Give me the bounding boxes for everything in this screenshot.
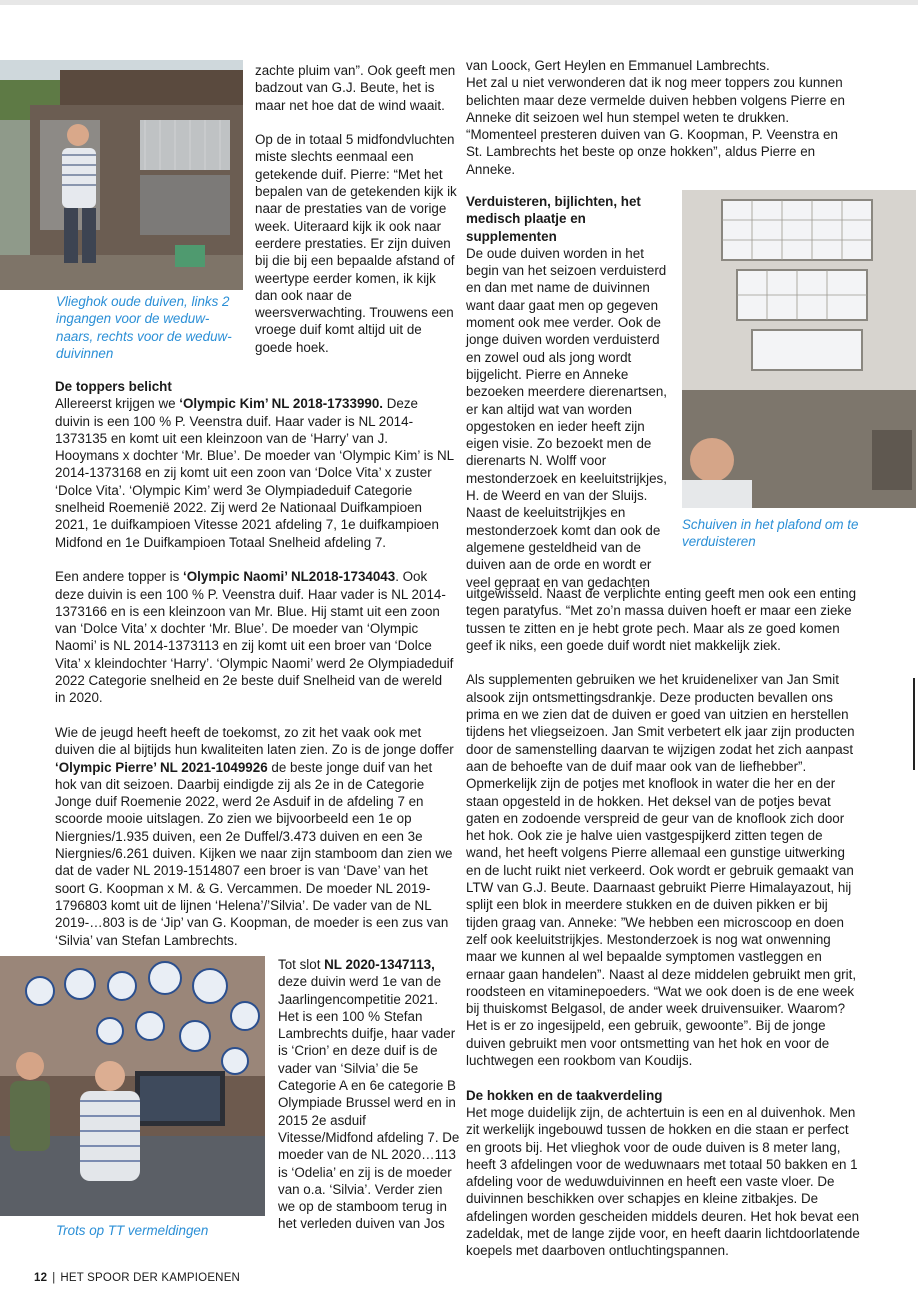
loft-photo bbox=[0, 60, 243, 290]
closing-topper-column bbox=[278, 956, 460, 1233]
darkening-section bbox=[466, 193, 671, 591]
trophies-photo bbox=[0, 956, 265, 1216]
pigeon-name-pierre: ‘Olympic Pierre’ NL 2021-1049926 bbox=[55, 759, 268, 775]
toppers-paragraph-2: Een andere topper is ‘Olympic Naomi’ NL2018-1734043. Ook deze duivin is een 100 % P. Veenstra duif. Haar vader is NL 2014-1373166 en is een kleinzoon van Mr. Blue. Hij stamt uit een zoon van ‘Dolce Vita’ x dochter ‘Mr. Blue’. De moeder van ‘Olympic Naomi’ is NL 2014-1373113 en zij komt uit een broer van ‘Dolce Vita’ x kleindochter ‘Harry’. ‘Olympic Naomi’ werd 2e Olympiadeduif 2022 Categorie snelheid en 2e beste duif Snelheid van de wereld in 2020. bbox=[55, 569, 454, 706]
toppers-paragraph-3: Wie de jeugd heeft heeft de toekomst, zo zit het vaak ook met duiven die al bijtijds hun kwaliteiten laten zien. Zo is de jonge doffer ‘Olympic Pierre’ NL 2021-1049926 de beste jonge duif van het hok van dit seizoen. Daarbij eindigde zij als 2e in de Categorie Jonge duif Roemenie 2022, werd 2e Asduif in de afdeling 7 en scoorde mooie uitslagen. Zo zien we bijvoorbeeld een 1e op Niergnies/1.935 duiven, een 2e Duffel/3.473 duiven en een 3e Niergnies/6.261 duiven. Kijken we naar zijn stamboom dan zien we dat de vader NL 2019-1514807 een broer is van ‘Dave’ van het soort G. Koopman x M. & G. Vercammen. De moeder NL 2019-1796803 komt uit de lijnen ‘Helena’/’Silvia’. De vader van de NL 2019-…803 is de ‘Jip’ van G. Koopman, de moeder is een zus van ‘Silvia’ van Stefan Lambrechts. bbox=[55, 724, 454, 948]
edge-mark bbox=[913, 678, 915, 770]
page-footer bbox=[34, 1272, 240, 1284]
loft-caption: Vlieghok oude duiven, links 2 ingangen voor de weduw-naars, rechts voor de weduw-duivinnen bbox=[56, 294, 232, 361]
intro-paragraph-2: Op de in totaal 5 midfondvluchten miste slechts eenmaal een getekende duif. Pierre: “Met het bepalen van de getekenden kijk ik naar de prestaties van de vorige week. Uiteraard kijk ik ook naar eerdere prestaties. Er zijn duiven bij die bij een bepaalde afstand of weertype eerder komen, ik kijk dan ook naar de weersverwachting. Trouwens een vroege duif komt altijd uit de goede hoek. bbox=[255, 132, 457, 355]
pigeon-name-113: NL 2020-1347113, bbox=[324, 957, 435, 972]
toppers-heading: De toppers belicht bbox=[55, 379, 172, 394]
darkening-heading: Verduisteren, bijlichten, het medisch plaatje en supplementen bbox=[466, 194, 641, 244]
darkening-text: De oude duiven worden in het begin van het seizoen verduisterd en dan met name de duivinnen want daar gaat men op gegeven moment ook mee verder. Ook de jonge duiven worden verduisterd en zowel oud als jong wordt bijgelicht. Pierre en Anneke bezoeken meerdere dierenartsen, er kan altijd wat van worden opgestoken en ieder heeft zijn eigen visie. Zo bezoekt men de dierenarts N. Wolff voor mestonderzoek en keeluitstrijkjes, H. de Weerd en van der Sluijs. Naast de keeluitstrijkjes en mestonderzoek komt dan ook de algemene gesteldheid van de duiven aan de orde en wordt er veel gepraat en van gedachten bbox=[466, 245, 667, 590]
intro-paragraph-1: zachte pluim van”. Ook geeft men badzout van G.J. Beute, het is maar net hoe dat de wind waait. bbox=[255, 63, 456, 113]
supplements-paragraph: Als supplementen gebruiken we het kruidenelixer van Jan Smit alsook zijn ontsmettingsdrankje. Deze producten bevallen ons prima en we zien dat de duiven er goed van uitzien en herstellen tijdens het vliegseizoen. Jan Smit verbetert elk jaar zijn producten door de samenstelling daarvan te wijzigen zodat het zich aanpast aan de behoefte van de duif maar ook van de liefhebber”. Opmerkelijk zijn de potjes met knoflook in water die her en der staan opgesteld in de hokken. Het deksel van de potjes bevat gaten en zodoende verspreid de geur van de knoflook zich door het hok. Ook zie je halve uien vastgespijkerd zitten tegen de wand, het heeft volgens Pierre allemaal een gunstige uitwerking en de lucht ruikt niet verkeerd. Ook wordt er gebruik gemaakt van LTW van G.J. Beute. Daarnaast gebruikt Pierre Himalayazout, hij splijt een blok in meerdere stukken en de duiven pikken er bij tijden graag van. Anneke: ”We hebben een microscoop en doen zelf ook keeluitstrijkjes. Mestonderzoek is nog wat onwenning maar we kunnen al wel bepaalde symptomen vastleggen en ernaar gaan handelen”. Naast al deze middelen gebruikt men grit, roodsteen en vitaminepoeders. “Wat we ook doen is de ene week bij thuiskomst Belgasol, de ander week druivensuiker. Waarom? Het is er zo ingesijpeld, een gebruik, gewoonte”. Bij de jonge duiven gebruikt men voor ontsmetting van het hok en voor de luchtwegen een rookbom van Koudijs. bbox=[466, 672, 857, 1069]
page-number: 12 bbox=[34, 1272, 48, 1284]
ceiling-caption: Schuiven in het plafond om te verduisteren bbox=[682, 517, 859, 550]
toppers-section bbox=[55, 378, 455, 949]
footer-separator: | bbox=[52, 1272, 56, 1284]
top-bar bbox=[0, 0, 918, 5]
intro-column bbox=[255, 62, 458, 356]
lofts-paragraph: Het moge duidelijk zijn, de achtertuin is een en al duivenhok. Men zit werkelijk ingebouwd tussen de hokken en die staan er perfect en groots bij. Het vlieghok voor de oude duiven is 8 meter lang, heeft 3 afdelingen voor de weduwnaars met totaal 50 bakken en 1 afdeling voor de weduwduivinnen en heeft een vaste vloer. De duivinnen beschikken over schapjes en kleine zitbakjes. De afdelingen worden gescheiden middels deuren. Het hok bevat een zadeldak, met de lange zijde voor, en heeft daarin lichtdoorlatende koepels met daarboven ontluchtingspannen. bbox=[466, 1104, 860, 1259]
magazine-name: HET SPOOR DER KAMPIOENEN bbox=[60, 1272, 241, 1284]
darkening-continued: uitgewisseld. Naast de verplichte enting geeft men ook een enting tegen paratyfus. “Met zo’n massa duiven hoeft er maar een zieke tussen te zitten en je hebt grote pech. Maar als ze goed komen geef ik niks, een goede duif wordt niet makkelijk ziek. bbox=[466, 586, 857, 653]
right-paragraph-0: van Loock, Gert Heylen en Emmanuel Lambrechts. bbox=[466, 58, 770, 73]
right-column-main bbox=[466, 585, 861, 1260]
ceiling-photo bbox=[682, 190, 916, 508]
pigeon-name-naomi: ‘Olympic Naomi’ NL2018-1734043 bbox=[183, 569, 396, 585]
pigeon-name-kim: ‘Olympic Kim’ NL 2018-1733990. bbox=[179, 396, 383, 412]
right-paragraph-1: Het zal u niet verwonderen dat ik nog meer toppers zou kunnen belichten maar deze vermelde duiven hebben volgens Pierre en Anneke dit seizoen wel hun stempel weten te drukken. “Momenteel presteren duiven van G. Koopman, P. Veenstra en St. Lambrechts het beste op onze hokken”, aldus Pierre en Anneke. bbox=[466, 75, 845, 177]
lofts-heading: De hokken en de taakverdeling bbox=[466, 1087, 663, 1103]
trophies-caption: Trots op TT vermeldingen bbox=[56, 1223, 209, 1238]
right-column-intro bbox=[466, 57, 856, 178]
toppers-paragraph-4: Tot slot NL 2020-1347113, deze duivin werd 1e van de Jaarlingencompetitie 2021. Het is een 100 % Stefan Lambrechts duifje, haar vader is ‘Crion’ en deze duif is de vader van ‘Silvia’ die 5e Categorie A en 6e categorie B Olympiade Brussel werd en in 2015 2e asduif Vitesse/Midfond afdeling 7. De moeder van de NL 2020…113 is ‘Odelia’ en zij is de moeder van o.a. ‘Silvia’. Verder zien we op de stamboom terug in het verleden duiven van Jos bbox=[278, 957, 460, 1232]
toppers-paragraph-1: Allereerst krijgen we ‘Olympic Kim’ NL 2018-1733990. Deze duivin is een 100 % P. Veenstra duif. Haar vader is NL 2014-1373135 en komt uit een kleinzoon van de ‘Harry’ van J. Hooymans x dochter ‘Mr. Blue’. De moeder van ‘Olympic Kim’ is NL 2014-1373168 en zij komt uit een zoon van ‘Dolce Vita’ x zuster ‘Dolce Vita’. ‘Olympic Kim’ werd 3e Olympiadeduif Categorie snelheid Roemenië 2022. Zij werd 2e Nationaal Duifkampioen 2021, 1e duifkampioen Vitesse 2021 afdeling 7, 1e duifkampioen Midfond en 1e Duifkampioen Totaal Snelheid afdeling 7. bbox=[55, 396, 454, 550]
